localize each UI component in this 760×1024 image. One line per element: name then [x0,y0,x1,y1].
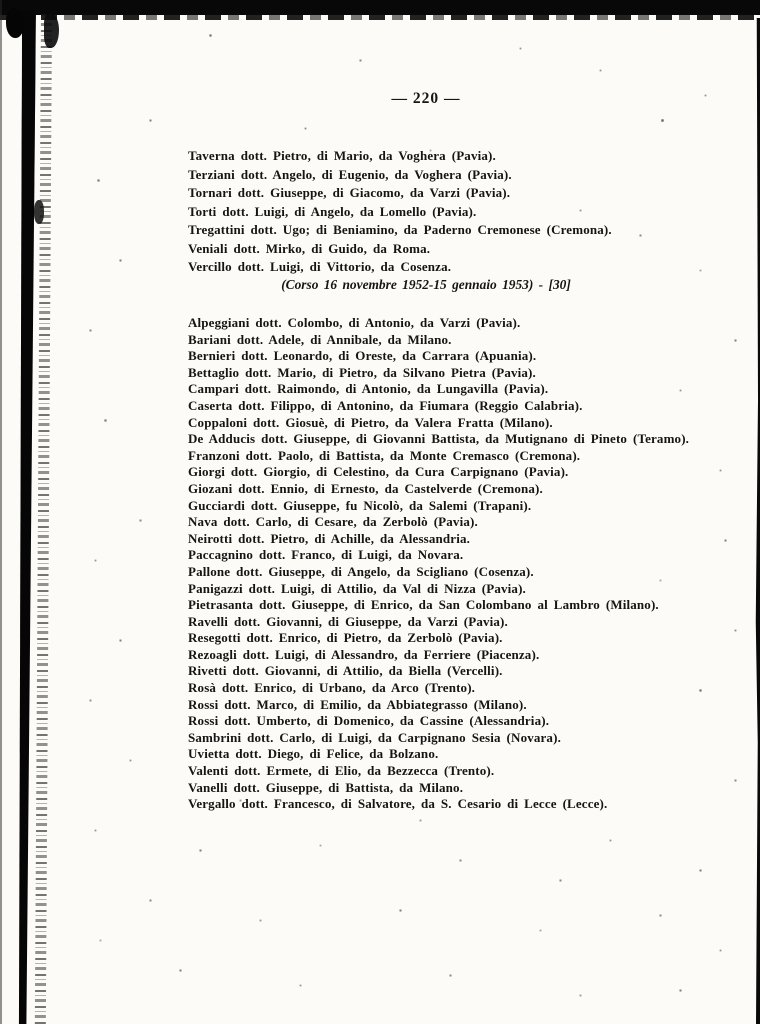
register-entry: Alpeggiani dott. Colombo, di Antonio, da Varzi (Pavia). [188,315,521,330]
register-entry: Panigazzi dott. Luigi, di Attilio, da Val di Nizza (Pavia). [188,580,526,596]
register-entry: Gucciardi dott. Giuseppe, fu Nicolò, da Salemi (Trapani). [188,497,532,513]
scan-artifact-right-edge [755,18,760,1024]
register-entry: Giorgi dott. Giorgio, di Celestino, da Cura Carpignano (Pavia). [188,464,569,480]
page-number: — 220 — [391,90,461,107]
register-entry: Coppaloni dott. Giosuè, di Pietro, da Valera Fratta (Milano). [188,414,553,430]
graduates-list-top [188,147,612,277]
register-entry: Pallone dott. Giuseppe, di Angelo, da Scigliano (Cosenza). [188,563,534,579]
scan-artifact-binding-bar [17,10,36,1024]
register-entry: Bariani dott. Adele, di Annibale, da Milano. [188,331,452,347]
register-entry: Caserta dott. Filippo, di Antonino, da Fiumara (Reggio Calabria). [188,397,583,413]
register-entry: Rossi dott. Umberto, di Domenico, da Cassine (Alessandria). [188,713,550,729]
scan-artifact-corner-blob-2 [44,14,59,48]
register-entry: Valenti dott. Ermete, di Elio, da Bezzecca (Trento). [188,763,495,779]
register-entry: Rosà dott. Enrico, di Urbano, da Arco (Trento). [188,680,476,696]
scan-artifact-gutter-speckle [35,14,52,1024]
course-heading: (Corso 16 novembre 1952-15 gennaio 1953) - [30] [281,277,571,292]
register-entry: Vercillo dott. Luigi, di Vittorio, da Cosenza. [188,259,452,274]
register-entry: Terziani dott. Angelo, di Eugenio, da Voghera (Pavia). [188,166,512,182]
register-entry: Sambrini dott. Carlo, di Luigi, da Carpignano Sesia (Novara). [188,729,561,745]
register-entry: Giozani dott. Ennio, di Ernesto, da Castelverde (Cremona). [188,480,543,496]
register-entry: Bernieri dott. Leonardo, di Oreste, da Carrara (Apuania). [188,348,537,364]
register-entry: Paccagnino dott. Franco, di Luigi, da Novara. [188,547,464,563]
register-entry: Veniali dott. Mirko, di Guido, da Roma. [188,240,431,256]
paper-speckles [0,0,1,1]
register-entry: Taverna dott. Pietro, di Mario, da Voghera (Pavia). [188,148,496,163]
register-entry: Resegotti dott. Enrico, di Pietro, da Zerbolò (Pavia). [188,630,503,646]
scan-artifact-left-hairline [0,0,2,1024]
graduates-list-course [188,315,689,813]
register-entry: Neirotti dott. Pietro, di Achille, da Alessandria. [188,530,471,546]
register-entry: De Adducis dott. Giuseppe, di Giovanni Battista, da Mutignano di Pineto (Teramo). [188,431,690,447]
register-entry: Nava dott. Carlo, di Cesare, da Zerbolò (Pavia). [188,514,478,530]
scan-artifact-gutter-mark [34,200,44,224]
register-entry: Torti dott. Luigi, di Angelo, da Lomello (Pavia). [188,203,477,219]
register-entry: Rezoagli dott. Luigi, di Alessandro, da Ferriere (Piacenza). [188,646,540,662]
scan-artifact-corner-blob [6,8,24,38]
register-entry: Bettaglio dott. Mario, di Pietro, da Silvano Pietra (Pavia). [188,364,536,380]
register-entry: Tregattini dott. Ugo; di Beniamino, da Paderno Cremonese (Cremona). [188,222,612,237]
register-entry: Uvietta dott. Diego, di Felice, da Bolzano. [188,746,439,762]
scan-artifact-top-edge-broken [0,15,760,20]
register-entry: Rossi dott. Marco, di Emilio, da Abbiategrasso (Milano). [188,696,527,712]
register-entry: Franzoni dott. Paolo, di Battista, da Monte Cremasco (Cremona). [188,447,581,463]
register-entry: Vanelli dott. Giuseppe, di Battista, da Milano. [188,779,464,795]
register-entry: Tornari dott. Giuseppe, di Giacomo, da Varzi (Pavia). [188,185,511,200]
register-entry: Rivetti dott. Giovanni, di Attilio, da Biella (Vercelli). [188,663,503,679]
register-entry: Ravelli dott. Giovanni, di Giuseppe, da Varzi (Pavia). [188,613,508,629]
scan-artifact-top-edge [0,0,760,15]
register-entry: Campari dott. Raimondo, di Antonio, da Lungavilla (Pavia). [188,381,549,397]
register-entry: Vergallo dott. Francesco, di Salvatore, da S. Cesario di Lecce (Lecce). [188,796,608,812]
register-entry: Pietrasanta dott. Giuseppe, di Enrico, da San Colombano al Lambro (Milano). [188,597,659,613]
